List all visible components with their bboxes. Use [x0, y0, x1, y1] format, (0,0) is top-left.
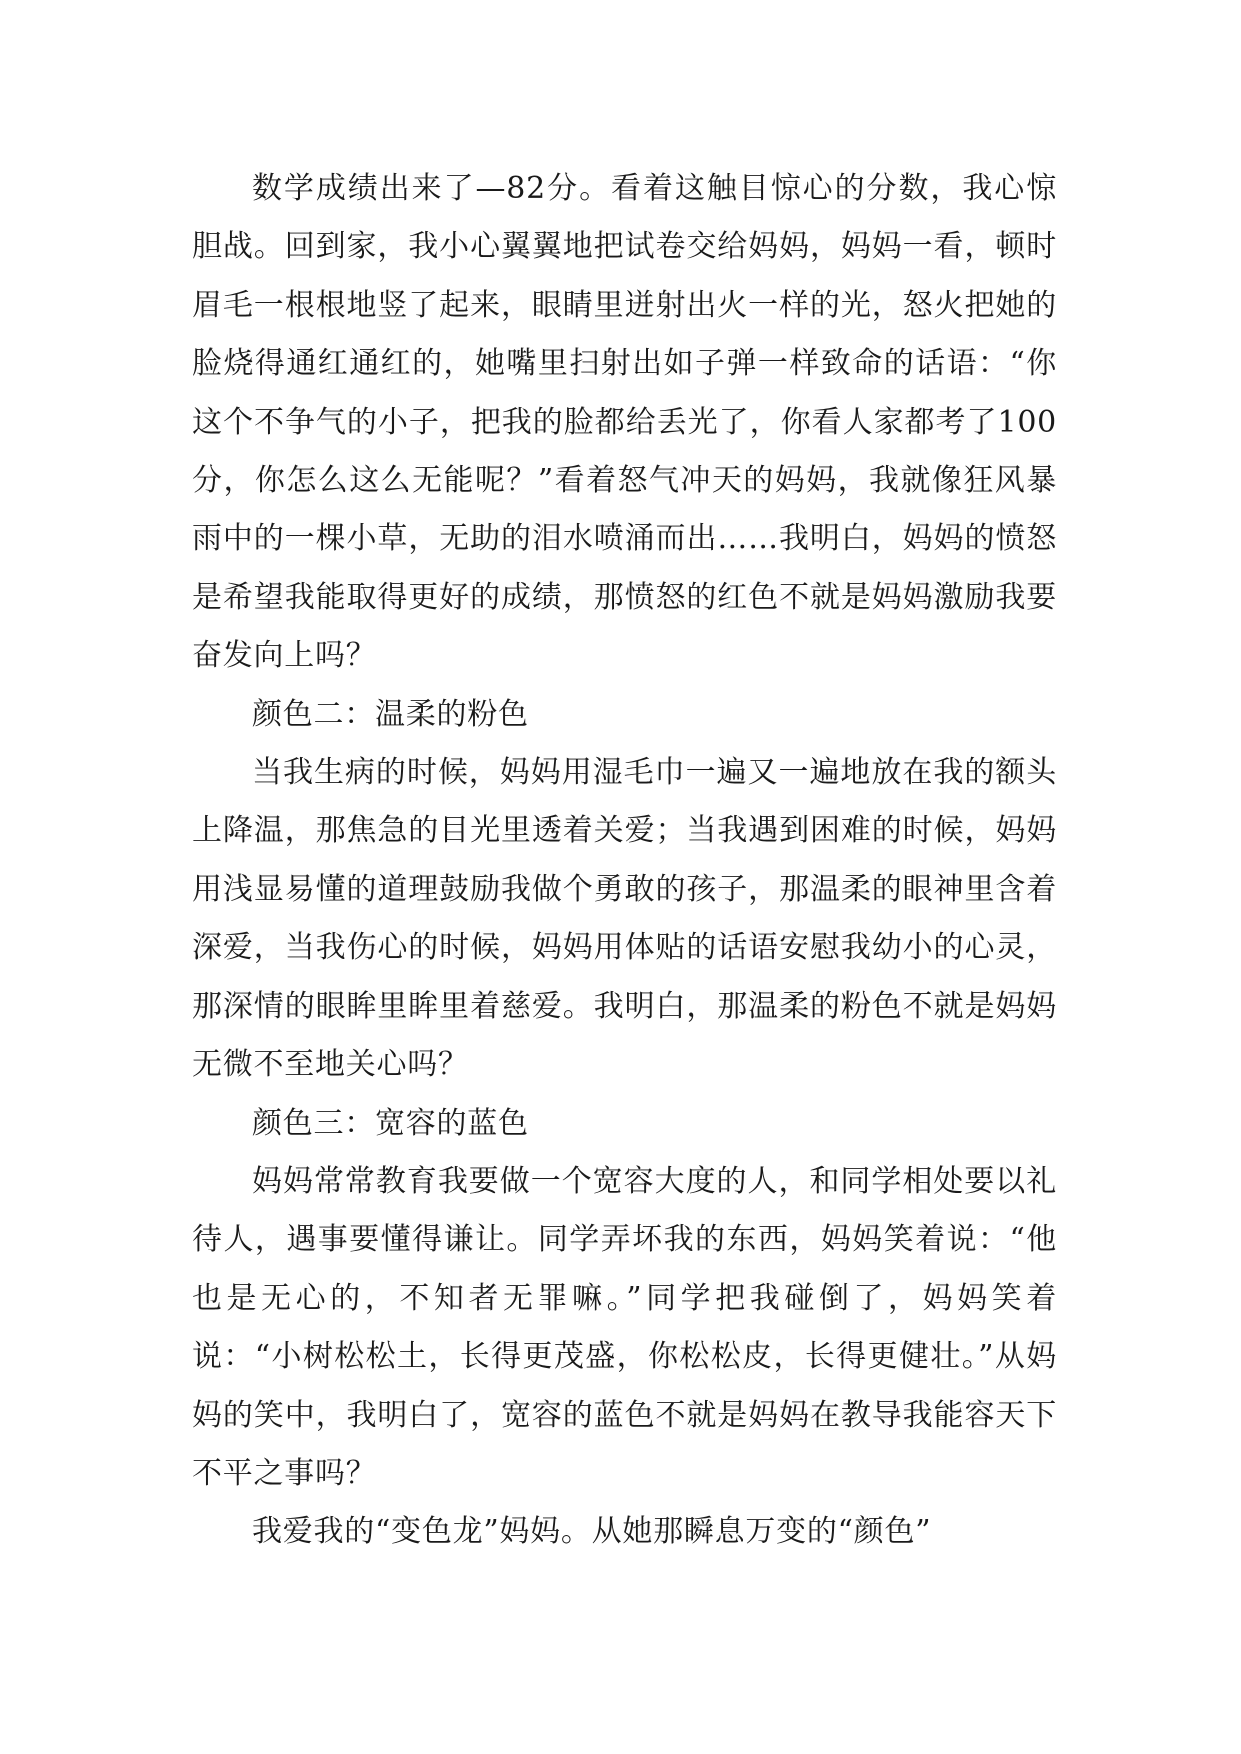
- document-body: [192, 160, 1057, 1562]
- paragraph-blue-tolerance: 妈妈常常教育我要做一个宽容大度的人，和同学相处要以礼待人，遇事要懂得谦让。同学弄坏我的东西，妈妈笑着说：“他也是无心的，不知者无罪嘛。”同学把我碰倒了，妈妈笑着说：“小树松松土，长得更茂盛，你松松皮，长得更健壮。”从妈妈的笑中，我明白了，宽容的蓝色不就是妈妈在教导我能容天下不平之事吗？: [192, 1163, 1057, 1491]
- paragraph-conclusion: 我爱我的“变色龙”妈妈。从她那瞬息万变的“颜色”: [252, 1514, 932, 1550]
- section-heading-blue: 颜色三：宽容的蓝色: [252, 1105, 529, 1141]
- paragraph-red-anger: 数学成绩出来了—82分。看着这触目惊心的分数，我心惊胆战。回到家，我小心翼翼地把试卷交给妈妈，妈妈一看，顿时眉毛一根根地竖了起来，眼睛里迸射出火一样的光，怒火把她的脸烧得通红通红的，她嘴里扫射出如子弹一样致命的话语：“你这个不争气的小子，把我的脸都给丢光了，你看人家都考了100分，你怎么这么无能呢？”看着怒气冲天的妈妈，我就像狂风暴雨中的一棵小草，无助的泪水喷涌而出……我明白，妈妈的愤怒是希望我能取得更好的成绩，那愤怒的红色不就是妈妈激励我要奋发向上吗？: [192, 171, 1057, 674]
- section-heading-pink: 颜色二：温柔的粉色: [252, 696, 529, 732]
- paragraph-pink-gentle: 当我生病的时候，妈妈用湿毛巾一遍又一遍地放在我的额头上降温，那焦急的目光里透着关爱；当我遇到困难的时候，妈妈用浅显易懂的道理鼓励我做个勇敢的孩子，那温柔的眼神里含着深爱，当我伤心的时候，妈妈用体贴的话语安慰我幼小的心灵，那深情的眼眸里眸里着慈爱。我明白，那温柔的粉色不就是妈妈无微不至地关心吗？: [192, 755, 1057, 1083]
